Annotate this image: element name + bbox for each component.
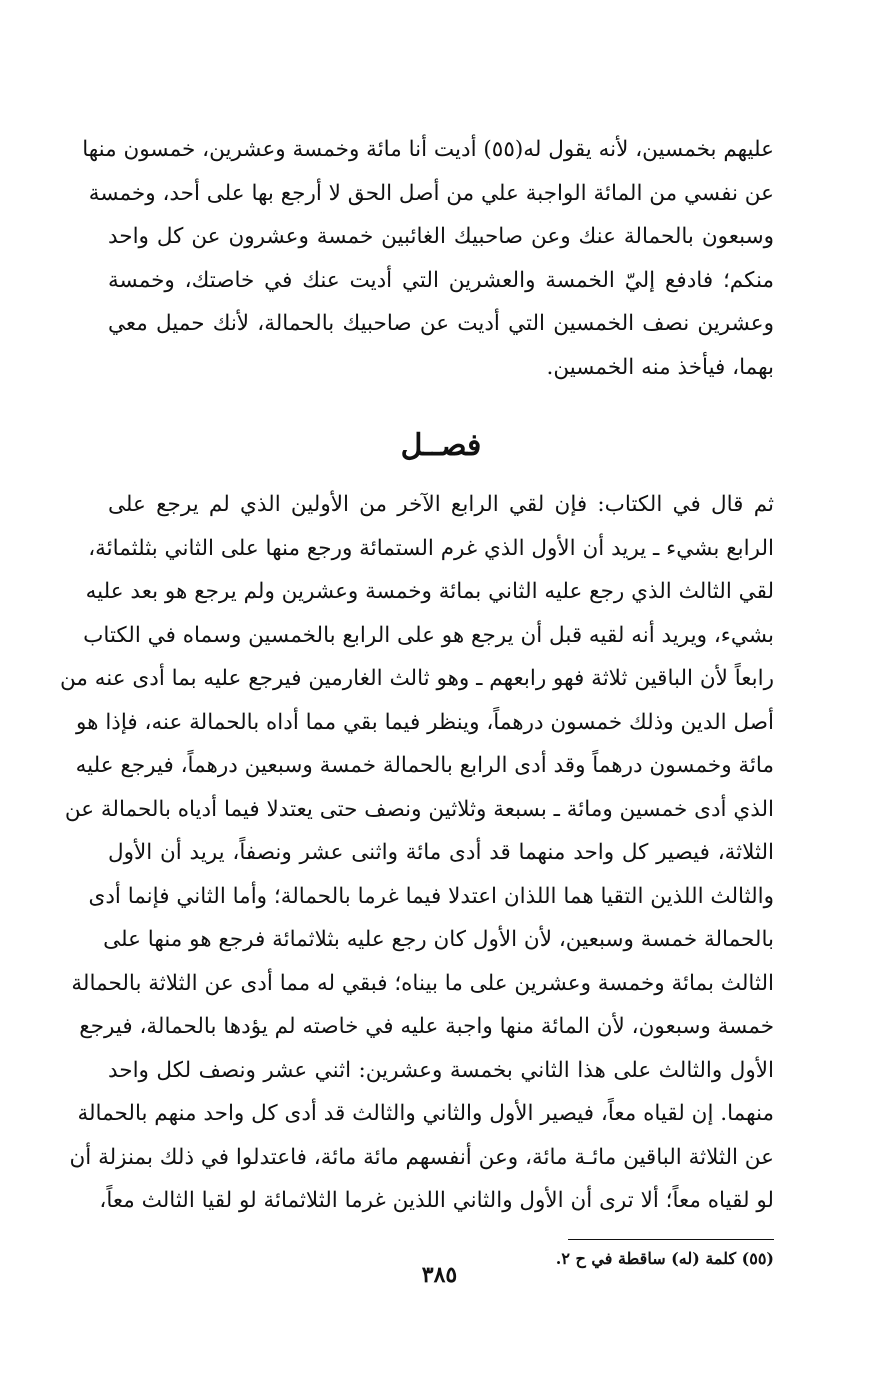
text-line: بهما، فيأخذ منه الخمسين.: [546, 354, 774, 380]
page-body: [60, 128, 774, 1274]
text-line: وعشرين نصف الخمسين التي أديت عن صاحبيك بالحمالة، لأنك حميل معي: [108, 311, 774, 336]
text-line: لقي الثالث الذي رجع عليه الثاني بمائة وخمسة وعشرين ولم يرجع هو بعد عليه: [85, 579, 774, 604]
text-line: بشيء، ويريد أنه لقيه قبل أن يرجع هو على الرابع بالخمسين وسماه في الكتاب: [83, 622, 774, 648]
text-line: وسبعون بالحمالة عنك وعن صاحبيك الغائبين خمسة وعشرون عن كل واحد: [108, 224, 774, 249]
section-heading: فصــل: [400, 428, 482, 463]
text-line: مائة وخمسون درهماً وقد أدى الرابع بالحمالة خمسة وسبعين درهماً، فيرجع عليه: [75, 753, 774, 778]
text-line: خمسة وسبعون، لأن المائة منها واجبة عليه في خاصته لم يؤدها بالحمالة، فيرجع: [79, 1014, 774, 1039]
text-line: الثلاثة، فيصير كل واحد منهما قد أدى مائة واثنى عشر ونصفاً، يريد أن الأول: [108, 840, 774, 865]
footnote-divider: [568, 1239, 774, 1240]
page-number: ٣٨٥: [421, 1262, 458, 1288]
text-line: بالحمالة خمسة وسبعين، لأن الأول كان رجع عليه بثلاثمائة فرجع هو منها على: [103, 927, 774, 952]
text-line: منهما. إن لقياه معاً، فيصير الأول والثاني والثالث قد أدى كل واحد منهم بالحمالة: [77, 1101, 774, 1126]
text-line: الأول والثالث على هذا الثاني بخمسة وعشرين: اثني عشر ونصف لكل واحد: [108, 1057, 774, 1083]
text-line: عن الثلاثة الباقين مائـة مائة، وعن أنفسهم مائة مائة، فاعتدلوا في ذلك بمنزلة أن: [69, 1144, 774, 1170]
text-line: الذي أدى خمسين ومائة ـ بسبعة وثلاثين ونصف حتى يعتدلا فيما أدياه بالحمالة عن: [64, 796, 774, 822]
paragraph-1: [82, 128, 774, 389]
text-line: لو لقياه معاً؛ ألا ترى أن الأول والثاني اللذين غرما الثلاثمائة لو لقيا الثالث معاً،: [99, 1188, 774, 1213]
paragraph-2: [60, 483, 774, 1223]
text-line: عليهم بخمسين، لأنه يقول له(٥٥) أديت أنا مائة وخمسة وعشرين، خمسون منها: [82, 137, 774, 162]
footnote: (٥٥) كلمة (له) ساقطة في ح ٢.: [555, 1248, 774, 1268]
text-line: والثالث اللذين التقيا هما اللذان اعتدلا فيما غرما بالحمالة؛ وأما الثاني فإنما أدى: [88, 883, 774, 909]
text-line: الثالث بمائة وخمسة وعشرين على ما بيناه؛ فبقي له مما أدى عن الثلاثة بالحمالة: [71, 970, 774, 996]
text-line: عن نفسي من المائة الواجبة علي من أصل الحق لا أرجع بها على أحد، وخمسة: [88, 180, 774, 206]
text-line: الرابع بشيء ـ يريد أن الأول الذي غرم الستمائة ورجع منها على الثاني بثلثمائة،: [88, 535, 774, 561]
text-line: رابعاً لأن الباقين ثلاثة فهو رابعهم ـ وهو ثالث الغارمين فيرجع عليه بما أدى عنه من: [60, 666, 774, 691]
text-line: أصل الدين وذلك خمسون درهماً، وينظر فيما بقي مما أداه بالحمالة عنه، فإذا هو: [76, 709, 774, 735]
text-line: ثم قال في الكتاب: فإن لقي الرابع الآخر من الأولين الذي لم يرجع على: [108, 492, 774, 517]
text-line: منكم؛ فادفع إليّ الخمسة والعشرين التي أديت عنك في خاصتك، وخمسة: [108, 267, 774, 293]
